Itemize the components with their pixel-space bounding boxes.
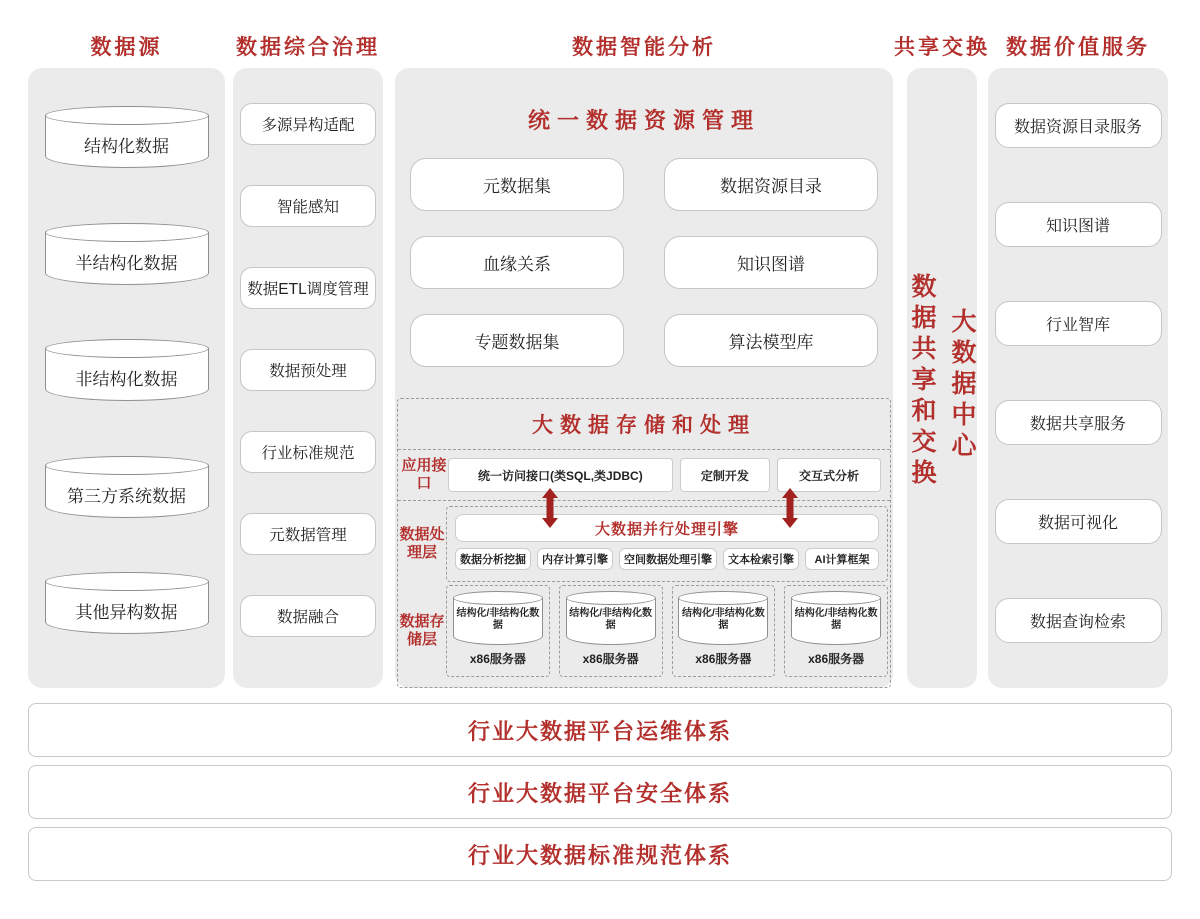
cylinder-semi-structured-data	[45, 223, 209, 285]
data-storage-layer	[398, 585, 890, 677]
header-analysis: 数据智能分析	[572, 36, 716, 59]
engine-spatial: 空间数据处理引擎	[619, 548, 717, 570]
resource-management-grid	[395, 158, 893, 367]
header-data-sources: 数据源	[90, 36, 163, 59]
storage-cylinder	[791, 591, 881, 645]
header-exchange: 共享交换	[894, 36, 990, 59]
value-service-item: 知识图谱	[995, 202, 1162, 247]
vertical-text-big-data-center: 大数据中心	[948, 308, 976, 463]
double-arrow-icon	[542, 488, 558, 528]
cylinder-third-party-data	[45, 456, 209, 518]
app-box-custom-dev: 定制开发	[680, 458, 770, 492]
engine-text-search: 文本检索引擎	[723, 548, 799, 570]
resource-item: 血缘关系	[410, 236, 624, 289]
panel-analysis	[395, 68, 893, 688]
resource-item: 算法模型库	[664, 314, 878, 367]
storage-node-label: 结构化/非结构化数据	[794, 608, 878, 631]
parallel-engine-box: 大数据并行处理引擎	[455, 514, 879, 542]
cylinder-label: 第三方系统数据	[67, 486, 186, 506]
storage-nodes	[446, 585, 888, 677]
cylinder-label: 半结构化数据	[75, 253, 178, 273]
governance-item: 行业标准规范	[240, 431, 376, 473]
engine-in-memory: 内存计算引擎	[537, 548, 613, 570]
panel-governance	[233, 68, 383, 688]
value-service-item: 行业智库	[995, 301, 1162, 346]
cylinder-shape	[453, 591, 543, 605]
cylinder-shape	[45, 223, 209, 242]
governance-item: 多源异构适配	[240, 103, 376, 145]
header-governance: 数据综合治理	[236, 36, 380, 59]
vertical-text-data-sharing-exchange: 数据共享和交换	[908, 273, 936, 490]
cylinder-unstructured-data	[45, 339, 209, 401]
panel-value-services	[988, 68, 1168, 688]
server-label: x86服务器	[469, 652, 526, 666]
panel-data-sources	[28, 68, 225, 688]
bar-operations-system: 行业大数据平台运维体系	[28, 703, 1172, 757]
engine-ai-framework: AI计算框架	[805, 548, 879, 570]
cylinder-shape	[45, 456, 209, 475]
value-service-item: 数据资源目录服务	[995, 103, 1162, 148]
bottom-system-bars	[28, 703, 1172, 881]
resource-item: 知识图谱	[664, 236, 878, 289]
storage-cylinder	[453, 591, 543, 645]
storage-node-label: 结构化/非结构化数据	[456, 608, 540, 631]
value-service-item: 数据共享服务	[995, 400, 1162, 445]
column-headers	[28, 30, 1172, 62]
resource-item: 专题数据集	[410, 314, 624, 367]
cylinder-shape	[566, 591, 656, 605]
server-label: x86服务器	[808, 652, 865, 666]
app-box-unified-access: 统一访问接口(类SQL,类JDBC)	[448, 458, 673, 492]
storage-cylinder	[678, 591, 768, 645]
cylinder-shape	[45, 572, 209, 591]
storage-processing-section	[397, 398, 891, 688]
storage-node	[784, 585, 888, 677]
resource-item: 元数据集	[410, 158, 624, 211]
value-service-item: 数据查询检索	[995, 598, 1162, 643]
governance-item: 数据融合	[240, 595, 376, 637]
resource-management-title: 统一数据资源管理	[527, 108, 760, 133]
bar-security-system: 行业大数据平台安全体系	[28, 765, 1172, 819]
cylinder-shape	[45, 106, 209, 125]
value-service-item: 数据可视化	[995, 499, 1162, 544]
governance-item: 元数据管理	[240, 513, 376, 555]
cylinder-label: 结构化数据	[84, 137, 169, 156]
storage-node-label: 结构化/非结构化数据	[569, 608, 653, 631]
storage-processing-title: 大数据存储和处理	[532, 414, 756, 437]
panel-exchange	[907, 68, 977, 688]
engine-row	[455, 548, 879, 570]
data-processing-layer	[398, 506, 890, 582]
cylinder-shape	[678, 591, 768, 605]
server-label: x86服务器	[695, 652, 752, 666]
processing-layer-content	[446, 506, 888, 582]
app-interface-layer	[398, 449, 890, 501]
header-value-services: 数据价值服务	[1006, 36, 1150, 59]
governance-item: 数据ETL调度管理	[240, 267, 376, 309]
storage-node	[446, 585, 550, 677]
bar-standards-system: 行业大数据标准规范体系	[28, 827, 1172, 881]
storage-node	[559, 585, 663, 677]
engine-data-mining: 数据分析挖掘	[455, 548, 531, 570]
double-arrow-icon	[782, 488, 798, 528]
processing-layer-label: 数据处理层	[399, 526, 445, 561]
app-interface-label: 应用接口	[401, 457, 447, 492]
cylinder-label: 其他异构数据	[75, 603, 178, 622]
server-label: x86服务器	[582, 652, 639, 666]
storage-node	[672, 585, 776, 677]
storage-node-label: 结构化/非结构化数据	[681, 608, 765, 631]
cylinder-label: 非结构化数据	[75, 370, 178, 389]
storage-cylinder	[566, 591, 656, 645]
app-box-interactive-analysis: 交互式分析	[777, 458, 881, 492]
cylinder-shape	[45, 339, 209, 358]
governance-item: 智能感知	[240, 185, 376, 227]
cylinder-structured-data	[45, 106, 209, 168]
resource-item: 数据资源目录	[664, 158, 878, 211]
governance-item: 数据预处理	[240, 349, 376, 391]
app-interface-boxes	[448, 458, 881, 492]
storage-layer-label: 数据存储层	[399, 613, 445, 648]
cylinder-shape	[791, 591, 881, 605]
cylinder-other-heterogeneous-data	[45, 572, 209, 634]
